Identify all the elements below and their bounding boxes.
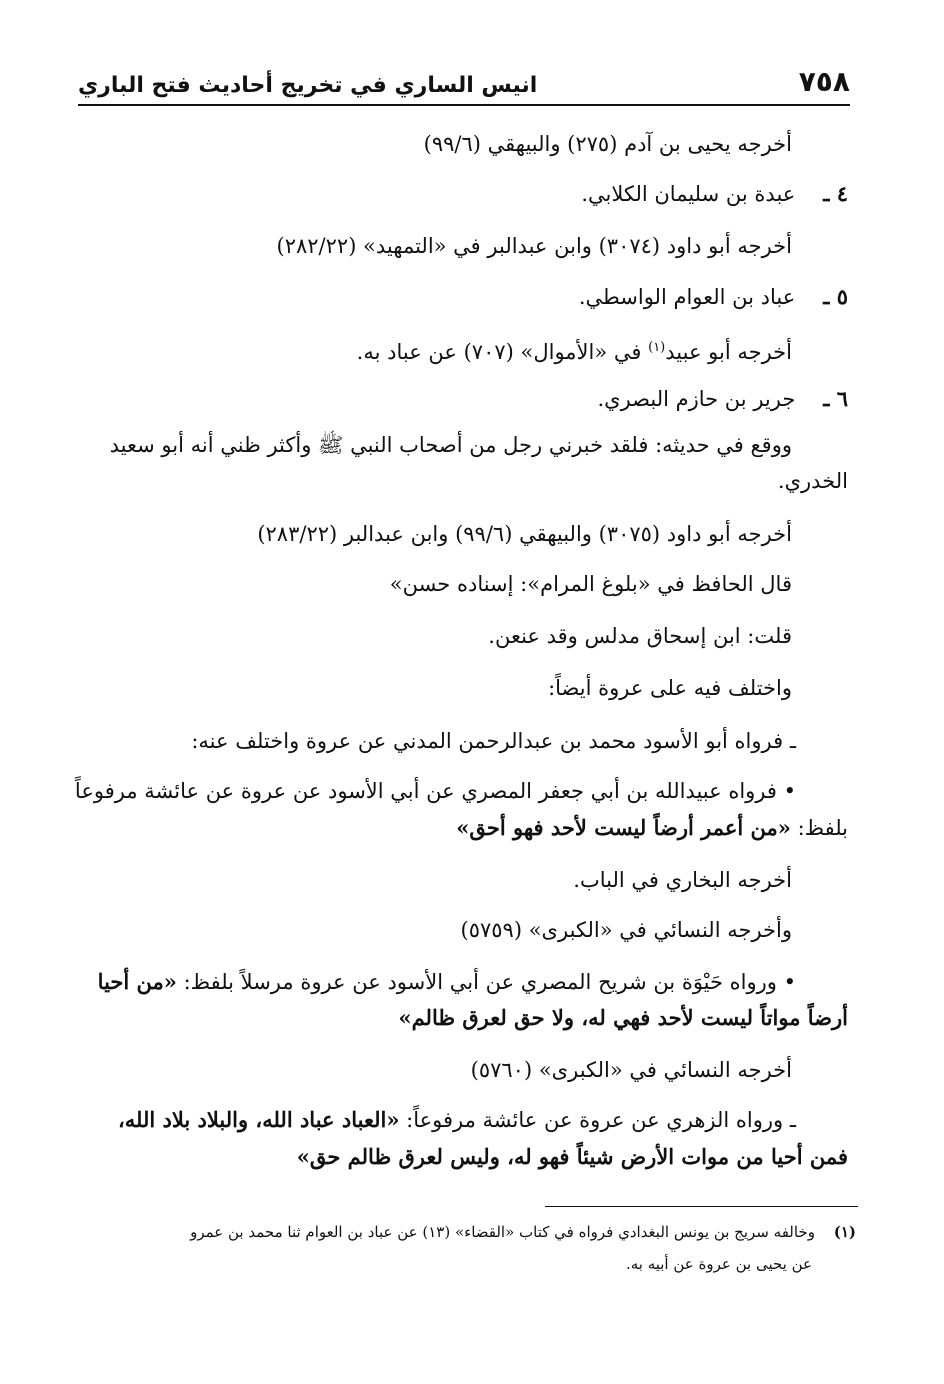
line-text: أخرجه أبو عبيد: [665, 340, 792, 364]
footnote: [76, 1220, 856, 1244]
line-text: أخرجه أبو داود (٣٠٧٥) والبيهقي (٩٩/٦) وابن عبدالبر (٢٨٣/٢٢): [257, 522, 792, 546]
text-line: [456, 814, 848, 842]
line-text: عباد بن العوام الواسطي.: [578, 285, 796, 309]
line-text: أخرجه النسائي في «الكبرى» (٥٧٦٠): [470, 1058, 792, 1082]
line-text: عبدة بن سليمان الكلابي.: [581, 182, 796, 206]
text-line: [488, 622, 792, 650]
text-line: [461, 916, 793, 944]
list-number: ٥ ـ: [823, 284, 848, 309]
hadith-quote-line: [297, 1143, 848, 1171]
page-header: [78, 66, 850, 106]
line-text: أخرجه البخاري في الباب.: [573, 868, 792, 892]
text-line: [118, 1106, 796, 1134]
list-item: [597, 385, 848, 413]
text-line: [548, 674, 792, 702]
footnote-number: (١): [833, 1223, 856, 1241]
line-text: • ورواه حَيْوَة بن شريح المصري عن أبي الأسود عن عروة مرسلاً بلفظ:: [176, 970, 796, 994]
text-line: [98, 968, 796, 996]
hadith-quote: «من أحيا: [97, 969, 177, 994]
footnote-continuation: [76, 1252, 812, 1276]
text-line: [778, 467, 848, 495]
text-line: [277, 232, 793, 260]
list-number: ٤ ـ: [823, 181, 848, 206]
line-text: الخدري.: [777, 469, 848, 493]
line-text: واختلف فيه على عروة أيضاً:: [548, 676, 792, 700]
hadith-quote: «العباد عباد الله، والبلاد بلاد الله،: [117, 1107, 400, 1132]
hadith-quote: أرضاً مواتاً ليست لأحد فهي له، ولا حق لعرق ظالم»: [398, 1005, 848, 1030]
running-title: انيس الساري في تخريج أحاديث فتح الباري: [78, 73, 538, 98]
line-text: • فرواه عبيدالله بن أبي جعفر المصري عن أبي الأسود عن عروة عن عائشة مرفوعاً: [74, 779, 796, 803]
hadith-quote: فمن أحيا من موات الأرض شيئاً فهو له، وليس لعرق ظالم حق»: [296, 1144, 848, 1169]
list-item: [581, 180, 848, 208]
line-text: في «الأموال» (٧٠٧) عن عباد به.: [356, 340, 649, 364]
hadith-quote-line: [398, 1004, 848, 1032]
line-text: ـ فرواه أبو الأسود محمد بن عبدالرحمن المدني عن عروة واختلف عنه:: [191, 729, 796, 753]
footnote-text: عن يحيى بن عروة عن أبيه به.: [625, 1255, 812, 1273]
text-line: [257, 520, 792, 548]
page-number: ٧٥٨: [798, 65, 850, 98]
text-line: [96, 431, 792, 459]
line-text: أخرجه يحيى بن آدم (٢٧٥) والبيهقي (٩٩/٦): [423, 132, 792, 156]
line-text: قلت: ابن إسحاق مدلس وقد عنعن.: [488, 624, 792, 648]
line-text: جرير بن حازم البصري.: [597, 387, 796, 411]
footnote-separator: [545, 1206, 858, 1207]
text-line: [191, 727, 796, 755]
text-line: [357, 334, 792, 366]
list-number: ٦ ـ: [823, 386, 848, 411]
text-line: [471, 1056, 792, 1084]
text-line: [75, 777, 796, 805]
footnote-text: وخالفه سريج بن يونس البغدادي فرواه في كتاب «القضاء» (١٣) عن عباد بن العوام ثنا محمد بن عمرو: [190, 1223, 815, 1241]
line-text: أخرجه أبو داود (٣٠٧٤) وابن عبدالبر في «التمهيد» (٢٨٢/٢٢): [276, 234, 792, 258]
text-line: [573, 866, 792, 894]
list-item: [579, 283, 848, 311]
hadith-quote: «من أعمر أرضاً ليست لأحد فهو أحق»: [456, 815, 791, 840]
line-text: ـ ورواه الزهري عن عروة عن عائشة مرفوعاً:: [399, 1108, 796, 1132]
text-line: [390, 570, 792, 598]
line-text: قال الحافظ في «بلوغ المرام»: إسناده حسن»: [389, 572, 792, 596]
line-text: وأخرجه النسائي في «الكبرى» (٥٧٥٩): [460, 918, 792, 942]
line-text: بلفظ:: [790, 816, 848, 840]
text-line: [424, 130, 792, 158]
footnote-marker[interactable]: (١): [648, 340, 666, 355]
line-text: ووقع في حديثه: فلقد خبرني رجل من أصحاب النبي ﷺ وأكثر ظني أنه أبو سعيد: [109, 433, 792, 457]
